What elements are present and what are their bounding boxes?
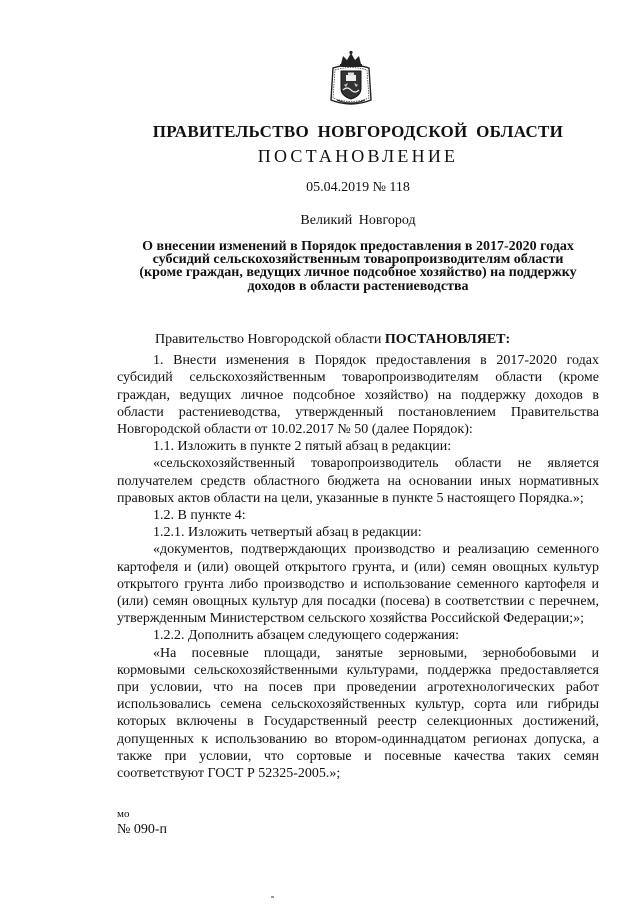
document-date-number: 05.04.2019 № 118 — [306, 180, 410, 195]
preamble-decree: ПОСТАНОВЛЯЕТ: — [384, 332, 511, 347]
paragraph-1-2: 1.2. В пункте 4: — [153, 508, 246, 524]
paragraph-1-2-2: 1.2.2. Дополнить абзацем следующего содержания: — [153, 628, 460, 644]
government-name: ПРАВИТЕЛЬСТВО НОВГОРОДСКОЙ ОБЛАСТИ — [152, 122, 564, 141]
coat-of-arms-emblem — [329, 50, 373, 108]
footer-document-code: № 090-п — [117, 822, 168, 837]
paragraph-1-2-2-text: «На посевные площади, занятые зерновыми, зернобобовыми и кормовыми сельскохозяйственными культурами, поддержка предоставляется при условии, что на посев при проведении агротехнологических работ использовались семена сельскохозяйственных культур, сорта или гибриды которых включены в Государственный реестр селекционных достижений, допущенных к использованию во втором-одиннадцатом регионах допуска, а также при условии, что сортовые и посевные качества таких семян соответствуют ГОСТ Р 52325-2005.»; — [117, 645, 599, 782]
document-body — [117, 331, 599, 782]
footer-mark-text: мо — [117, 808, 130, 820]
paragraph-1-2-1-text: «документов, подтверждающих производство и реализацию семенного картофеля и (или) овощей открытого грунта, и (или) семян овощных культур открытого грунта либо производство и использование семенного картофеля и (или) семян овощных культур для посадки (посева) в соответствии с перечнем, утвержденным Министерством сельского хозяйства Российской Федерации;»; — [117, 542, 599, 627]
paragraph-1-2-1: 1.2.1. Изложить четвертый абзац в редакции: — [153, 525, 422, 541]
document-title: О внесении изменений в Порядок предоставления в 2017-2020 годах субсидий сельскохозяйственным товаропроизводителям области (кроме граждан, ведущих личное подсобное хозяйство) на поддержку доходов в области растениеводства — [139, 239, 577, 294]
paragraph-1: 1. Внести изменения в Порядок предоставления в 2017-2020 годах субсидий сельскохозяйственным товаропроизводителям области (кроме граждан, ведущих личное подсобное хозяйство) на поддержку доходов в области растениеводства, утвержденный постановлением Правительства Новгородской области от 10.02.2017 № 50 (далее Порядок): — [117, 353, 599, 438]
footer-code — [117, 806, 167, 838]
page-dot — [271, 896, 274, 898]
document-type: ПОСТАНОВЛЕНИЕ — [257, 146, 459, 166]
preamble — [117, 331, 599, 348]
paragraph-1-1-text: «сельскохозяйственный товаропроизводитель области не является получателем средств областного бюджета на основании иных нормативных правовых актов области на цели, указанные в пункте 5 настоящего Порядка.»; — [117, 456, 599, 506]
preamble-prefix: Правительство Новгородской области — [155, 332, 385, 347]
paragraph-1-1: 1.1. Изложить в пункте 2 пятый абзац в редакции: — [153, 439, 452, 455]
document-city: Великий Новгород — [300, 213, 416, 228]
